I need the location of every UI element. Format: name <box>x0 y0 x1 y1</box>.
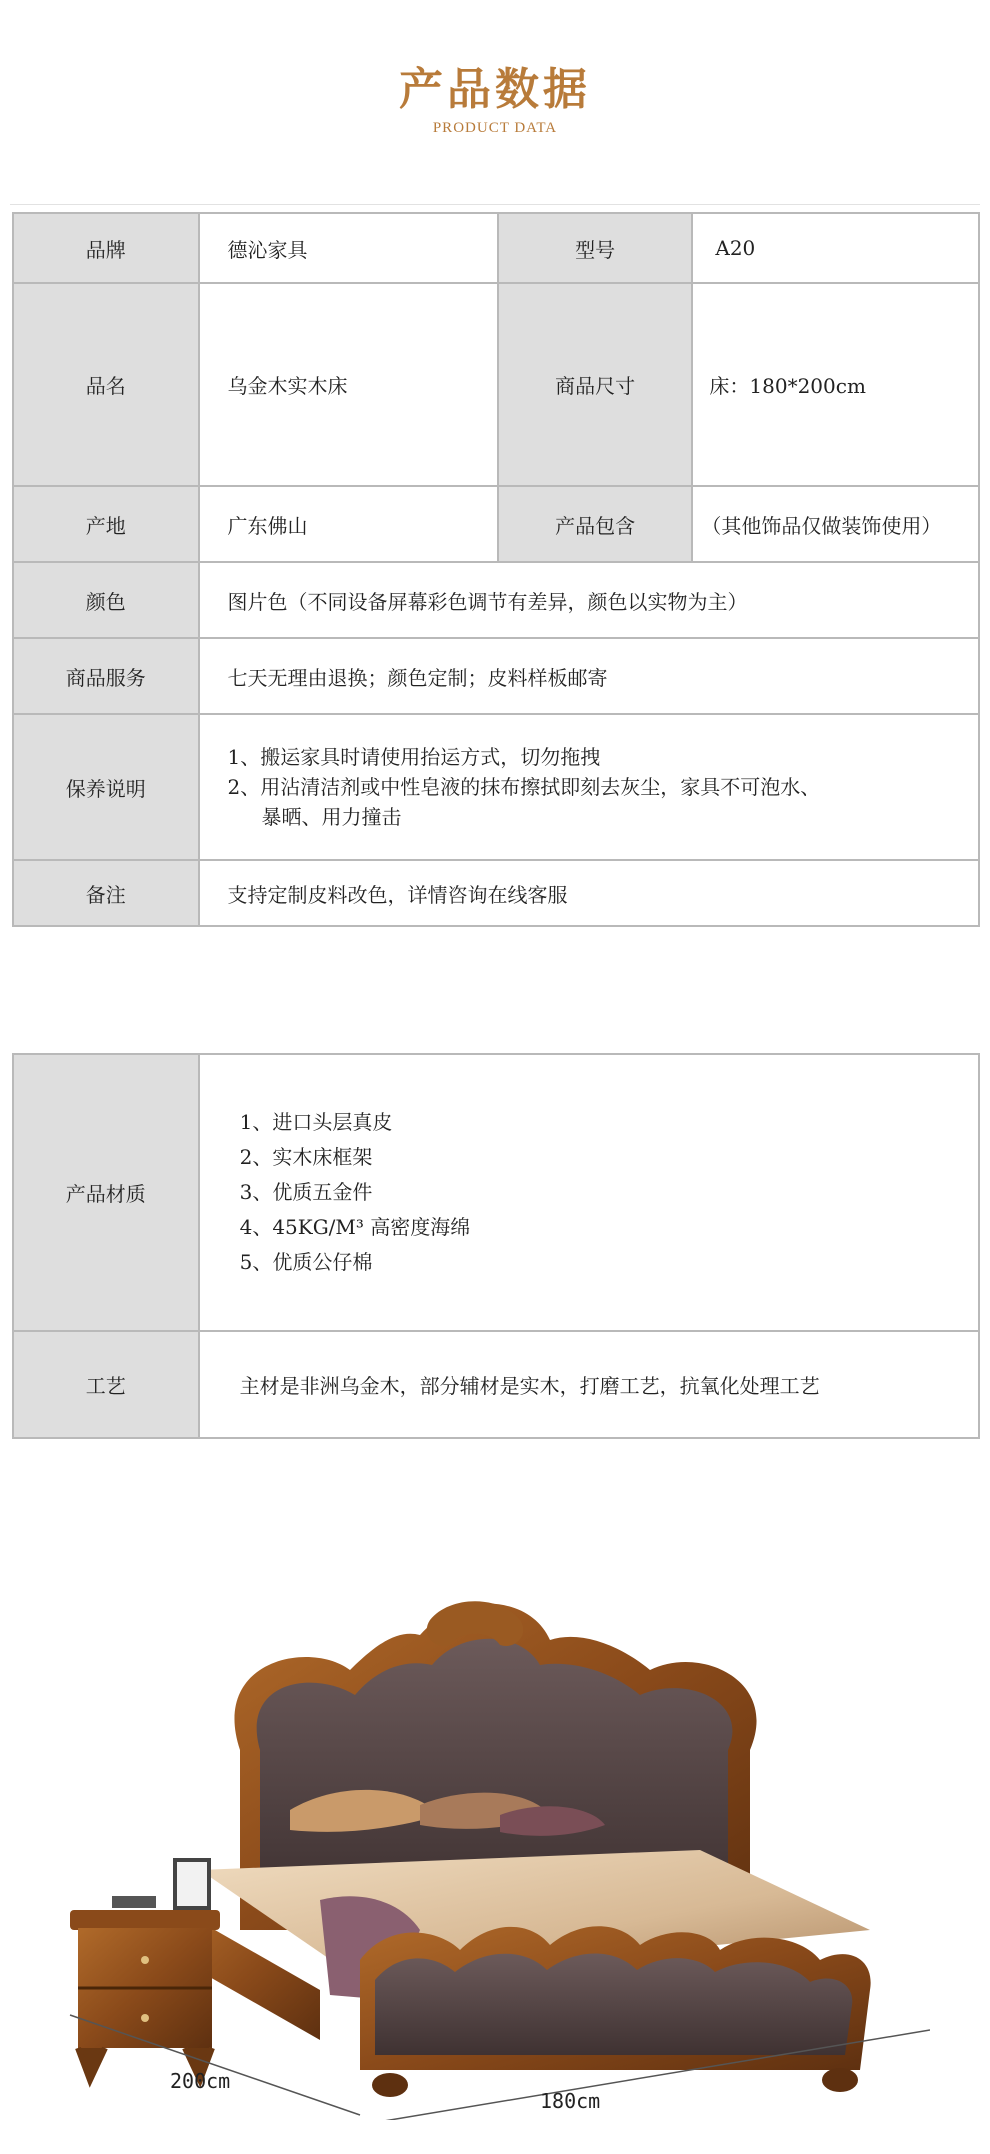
model-label: 型号 <box>498 213 693 283</box>
header-divider <box>10 204 980 205</box>
origin-value: 广东佛山 <box>199 486 498 562</box>
bed-product-image <box>60 1600 930 2120</box>
list-item: 3、优质五金件 <box>239 1180 373 1204</box>
care-line: 1、搬运家具时请使用抬运方式，切勿拖拽 <box>227 745 601 769</box>
list-item: 5、优质公仔棉 <box>239 1250 373 1274</box>
materials-list <box>199 1054 979 1331</box>
name-value: 乌金木实木床 <box>199 283 498 486</box>
table-row <box>13 638 979 714</box>
bed-foot <box>822 2068 858 2092</box>
table-row <box>13 486 979 562</box>
contents-label: 产品包含 <box>498 486 693 562</box>
footboard-leather <box>375 1954 852 2056</box>
books <box>112 1896 156 1908</box>
care-label: 保养说明 <box>13 714 199 860</box>
contents-value: （其他饰品仅做装饰使用） <box>692 486 979 562</box>
page-header <box>0 62 990 137</box>
section-subtitle: PRODUCT DATA <box>432 120 558 136</box>
service-label: 商品服务 <box>13 638 199 714</box>
size-label: 商品尺寸 <box>498 283 693 486</box>
name-label: 品名 <box>13 283 199 486</box>
bed-foot <box>372 2073 408 2097</box>
photo-frame <box>175 1860 209 1908</box>
spec-table <box>12 212 980 927</box>
care-line: 暴晒、用力撞击 <box>261 805 402 829</box>
table-row <box>13 1331 979 1438</box>
craft-label: 工艺 <box>13 1331 199 1438</box>
note-value: 支持定制皮料改色，详情咨询在线客服 <box>199 860 979 926</box>
table-row <box>13 562 979 638</box>
brand-label: 品牌 <box>13 213 199 283</box>
section-title: 产品数据 <box>399 64 591 115</box>
model-value: A20 <box>692 213 979 283</box>
depth-label: 200cm <box>170 2069 231 2093</box>
note-label: 备注 <box>13 860 199 926</box>
list-item: 1、进口头层真皮 <box>239 1110 393 1134</box>
service-value: 七天无理由退换；颜色定制；皮料样板邮寄 <box>199 638 979 714</box>
list-item: 4、45KG/M³ 高密度海绵 <box>239 1215 471 1239</box>
origin-label: 产地 <box>13 486 199 562</box>
list-item: 2、实木床框架 <box>239 1145 373 1169</box>
table-row <box>13 714 979 860</box>
care-line: 2、用沾清洁剂或中性皂液的抹布擦拭即刻去灰尘，家具不可泡水、 <box>227 775 821 799</box>
width-label: 180cm <box>540 2089 601 2113</box>
materials-table <box>12 1053 980 1439</box>
care-value <box>199 714 979 860</box>
materials-label: 产品材质 <box>13 1054 199 1331</box>
table-row <box>13 283 979 486</box>
craft-value: 主材是非洲乌金木，部分辅材是实木，打磨工艺，抗氧化处理工艺 <box>199 1331 979 1438</box>
table-row <box>13 1054 979 1331</box>
color-label: 颜色 <box>13 562 199 638</box>
table-row <box>13 213 979 283</box>
brand-value: 德沁家具 <box>199 213 498 283</box>
size-value: 床：180*200cm <box>692 283 979 486</box>
nightstand-top <box>70 1910 220 1930</box>
color-value: 图片色（不同设备屏幕彩色调节有差异，颜色以实物为主） <box>199 562 979 638</box>
table-row <box>13 860 979 926</box>
